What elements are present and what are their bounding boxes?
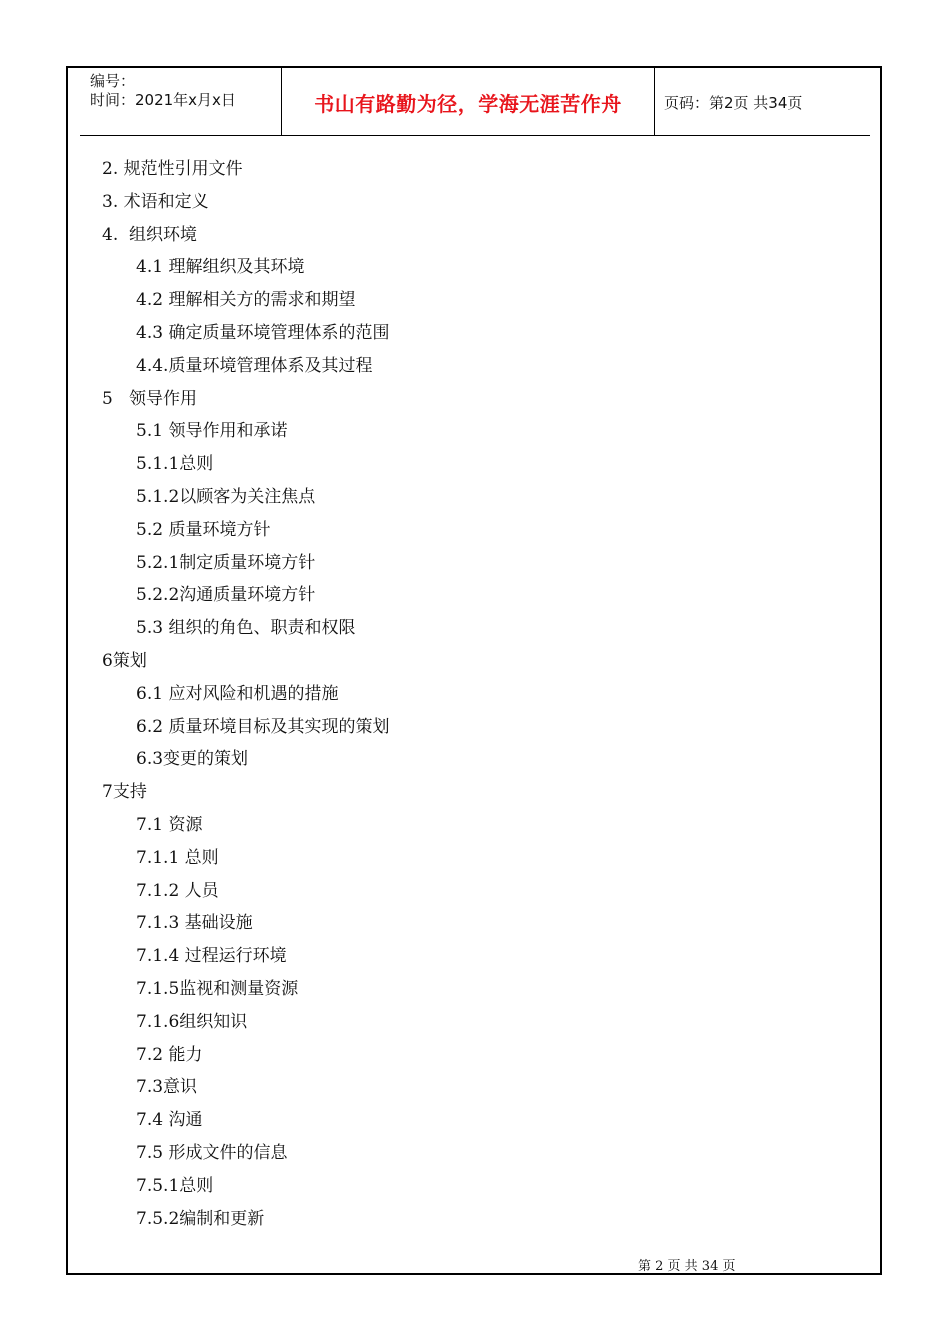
toc-entry: 7.1.5监视和测量资源: [136, 979, 299, 999]
toc-entry: 2. 规范性引用文件: [102, 159, 243, 179]
number-label: 编号：: [90, 72, 136, 90]
toc-entry: 5.2 质量环境方针: [136, 520, 271, 540]
toc-entry: 7.1.2 人员: [136, 881, 219, 901]
toc-entry: 4.4.质量环境管理体系及其过程: [136, 356, 373, 376]
header-motto: 书山有路勤为径，学海无涯苦作舟: [314, 91, 622, 116]
toc-entry: 5.3 组织的角色、职责和权限: [136, 618, 356, 638]
toc-entry: 6.2 质量环境目标及其实现的策划: [136, 717, 390, 737]
time-label: 时间：2021年x月x日: [90, 91, 236, 109]
toc-entry: 7支持: [102, 782, 147, 802]
toc-entry: 5.1.2以顾客为关注焦点: [136, 487, 316, 507]
toc-entry: 3. 术语和定义: [102, 192, 209, 212]
toc-entry: 7.1.6组织知识: [136, 1012, 248, 1032]
toc-entry: 7.1.3 基础设施: [136, 913, 253, 933]
toc-entry: 7.1.1 总则: [136, 848, 219, 868]
toc-entry: 5.1.1总则: [136, 454, 214, 474]
toc-entry: 5.2.2沟通质量环境方针: [136, 585, 316, 605]
toc-entry: 5.1 领导作用和承诺: [136, 421, 288, 441]
toc-entry: 7.4 沟通: [136, 1110, 203, 1130]
header-page-info: 页码：第2页 共34页: [654, 68, 870, 136]
toc-entry: 5 领导作用: [102, 389, 198, 409]
toc-entry: 4.1 理解组织及其环境: [136, 257, 305, 277]
toc-entry: 7.2 能力: [136, 1045, 203, 1065]
toc-entry: 4.2 理解相关方的需求和期望: [136, 290, 356, 310]
toc-entry: 7.1 资源: [136, 815, 203, 835]
toc-entry: 7.5 形成文件的信息: [136, 1143, 288, 1163]
toc-entry: 7.1.4 过程运行环境: [136, 946, 287, 966]
toc-entry: 7.5.2编制和更新: [136, 1209, 265, 1229]
toc-entry: 4.3 确定质量环境管理体系的范围: [136, 323, 390, 343]
toc-entry: 6.3变更的策划: [136, 749, 249, 769]
page-footer: 第 2 页 共 34 页: [638, 1259, 736, 1274]
toc-entry: 4. 组织环境: [102, 225, 198, 245]
toc-entry: 6.1 应对风险和机遇的措施: [136, 684, 339, 704]
toc-entry: 5.2.1制定质量环境方针: [136, 553, 316, 573]
toc-entry: 7.5.1总则: [136, 1176, 214, 1196]
toc-entry: 7.3意识: [136, 1077, 198, 1097]
toc-entry: 6策划: [102, 651, 147, 671]
